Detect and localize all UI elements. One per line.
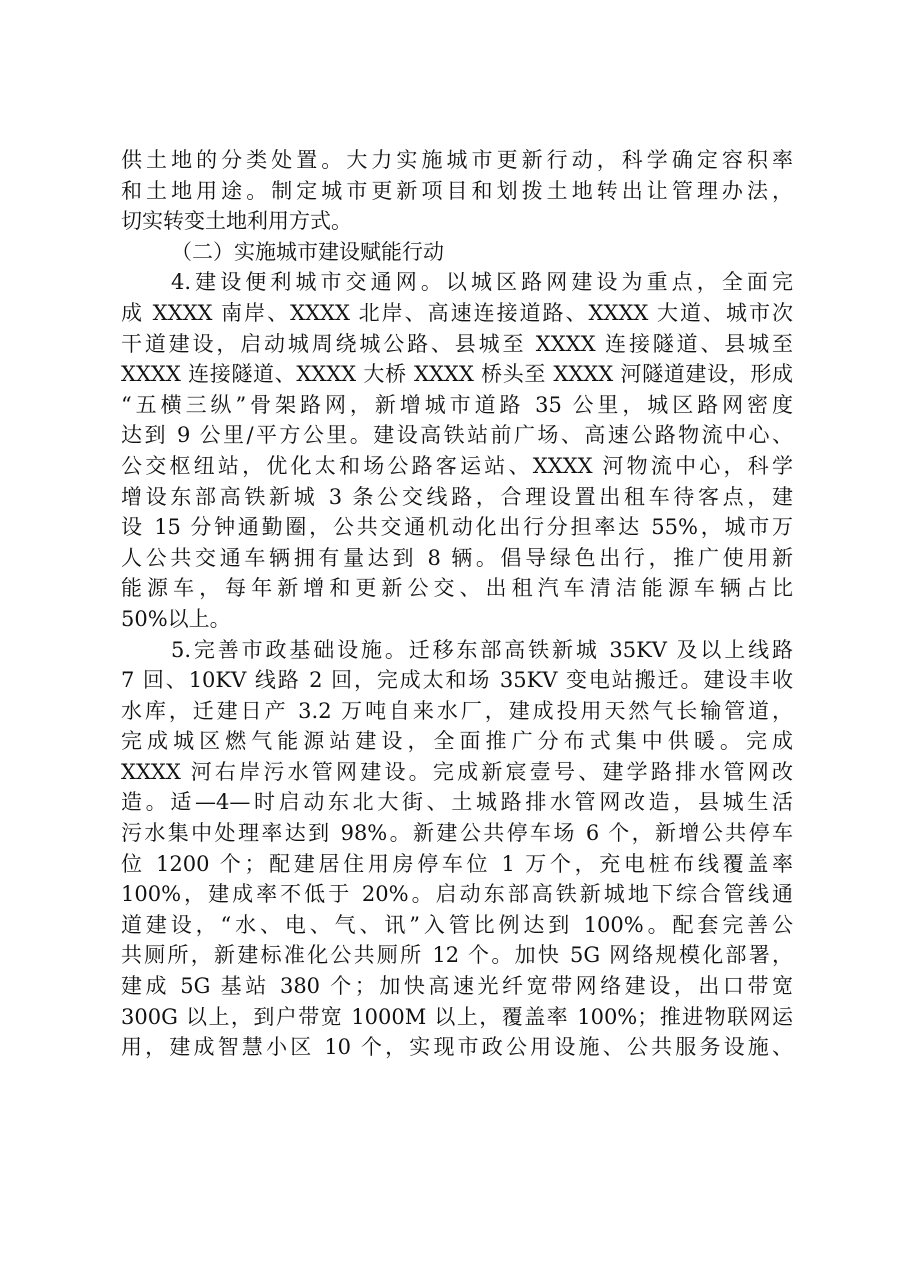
paragraph-line: 100%，建成率不低于 20%。启动东部高铁新城地下综合管线通: [121, 882, 793, 907]
paragraph-line: 人公共交通车辆拥有量达到 8 辆。倡导绿色出行，推广使用新: [121, 545, 793, 570]
paragraph-line: 供土地的分类处置。大力实施城市更新行动，科学确定容积率: [121, 148, 793, 172]
paragraph-line: 干道建设，启动城周绕城公路、县城至 XXXX 连接隧道、县城至: [121, 331, 793, 356]
document-body: [121, 145, 793, 1063]
paragraph-line: 达到 9 公里/平方公里。建设高铁站前广场、高速公路物流中心、: [121, 423, 793, 448]
paragraph-line: 增设东部高铁新城 3 条公交线路，合理设置出租车待客点，建: [121, 484, 793, 509]
paragraph-line: 4.建设便利城市交通网。以城区路网建设为重点，全面完: [171, 270, 793, 295]
section-heading: （二）实施城市建设赋能行动: [171, 239, 444, 264]
paragraph-line: 能源车，每年新增和更新公交、出租汽车清洁能源车辆占比: [121, 576, 793, 601]
paragraph-line: 完成城区燃气能源站建设，全面推广分布式集中供暖。完成: [121, 729, 793, 754]
paragraph-line: 污水集中处理率达到 98%。新建公共停车场 6 个，新增公共停车: [121, 821, 793, 846]
paragraph-line: 建成 5G 基站 380 个；加快高速光纤宽带网络建设，出口带宽: [121, 974, 793, 999]
paragraph-line: XXXX 连接隧道、XXXX 大桥 XXXX 桥头至 XXXX 河隧道建设，形成: [121, 362, 793, 387]
paragraph-line: 切实转变土地利用方式。: [121, 209, 352, 234]
paragraph-line: 造。适—4—时启动东北大街、土城路排水管网改造，县城生活: [121, 790, 793, 815]
paragraph-line: 公交枢纽站，优化太和场公路客运站、XXXX 河物流中心，科学: [121, 453, 793, 478]
paragraph-line: 5.完善市政基础设施。迁移东部高铁新城 35KV 及以上线路: [171, 637, 793, 662]
paragraph-line: 水库，迁建日产 3.2 万吨自来水厂，建成投用天然气长输管道，: [121, 698, 793, 723]
paragraph-line: 共厕所，新建标准化公共厕所 12 个。加快 5G 网络规模化部署，: [121, 943, 793, 968]
paragraph-line: 50%以上。: [121, 606, 231, 631]
paragraph-line: “五横三纵”骨架路网，新增城市道路 35 公里，城区路网密度: [121, 392, 793, 417]
paragraph-line: 7 回、10KV 线路 2 回，完成太和场 35KV 变电站搬迁。建设丰收: [121, 668, 793, 693]
paragraph-line: 用，建成智慧小区 10 个，实现市政公用设施、公共服务设施、: [121, 1035, 793, 1060]
paragraph-line: 设 15 分钟通勤圈，公共交通机动化出行分担率达 55%，城市万: [121, 515, 793, 540]
paragraph-line: 成 XXXX 南岸、XXXX 北岸、高速连接道路、XXXX 大道、城市次: [121, 300, 793, 325]
paragraph-line: 300G 以上，到户带宽 1000M 以上，覆盖率 100%；推进物联网运: [121, 1004, 793, 1029]
paragraph-line: 道建设，“水、电、气、讯”入管比例达到 100%。配套完善公: [121, 912, 793, 937]
paragraph-line: 位 1200 个；配建居住用房停车位 1 万个，充电桩布线覆盖率: [121, 851, 793, 876]
paragraph-line: 和土地用途。制定城市更新项目和划拨土地转出让管理办法，: [121, 178, 793, 203]
paragraph-line: XXXX 河右岸污水管网建设。完成新宸壹号、建学路排水管网改: [121, 759, 793, 784]
